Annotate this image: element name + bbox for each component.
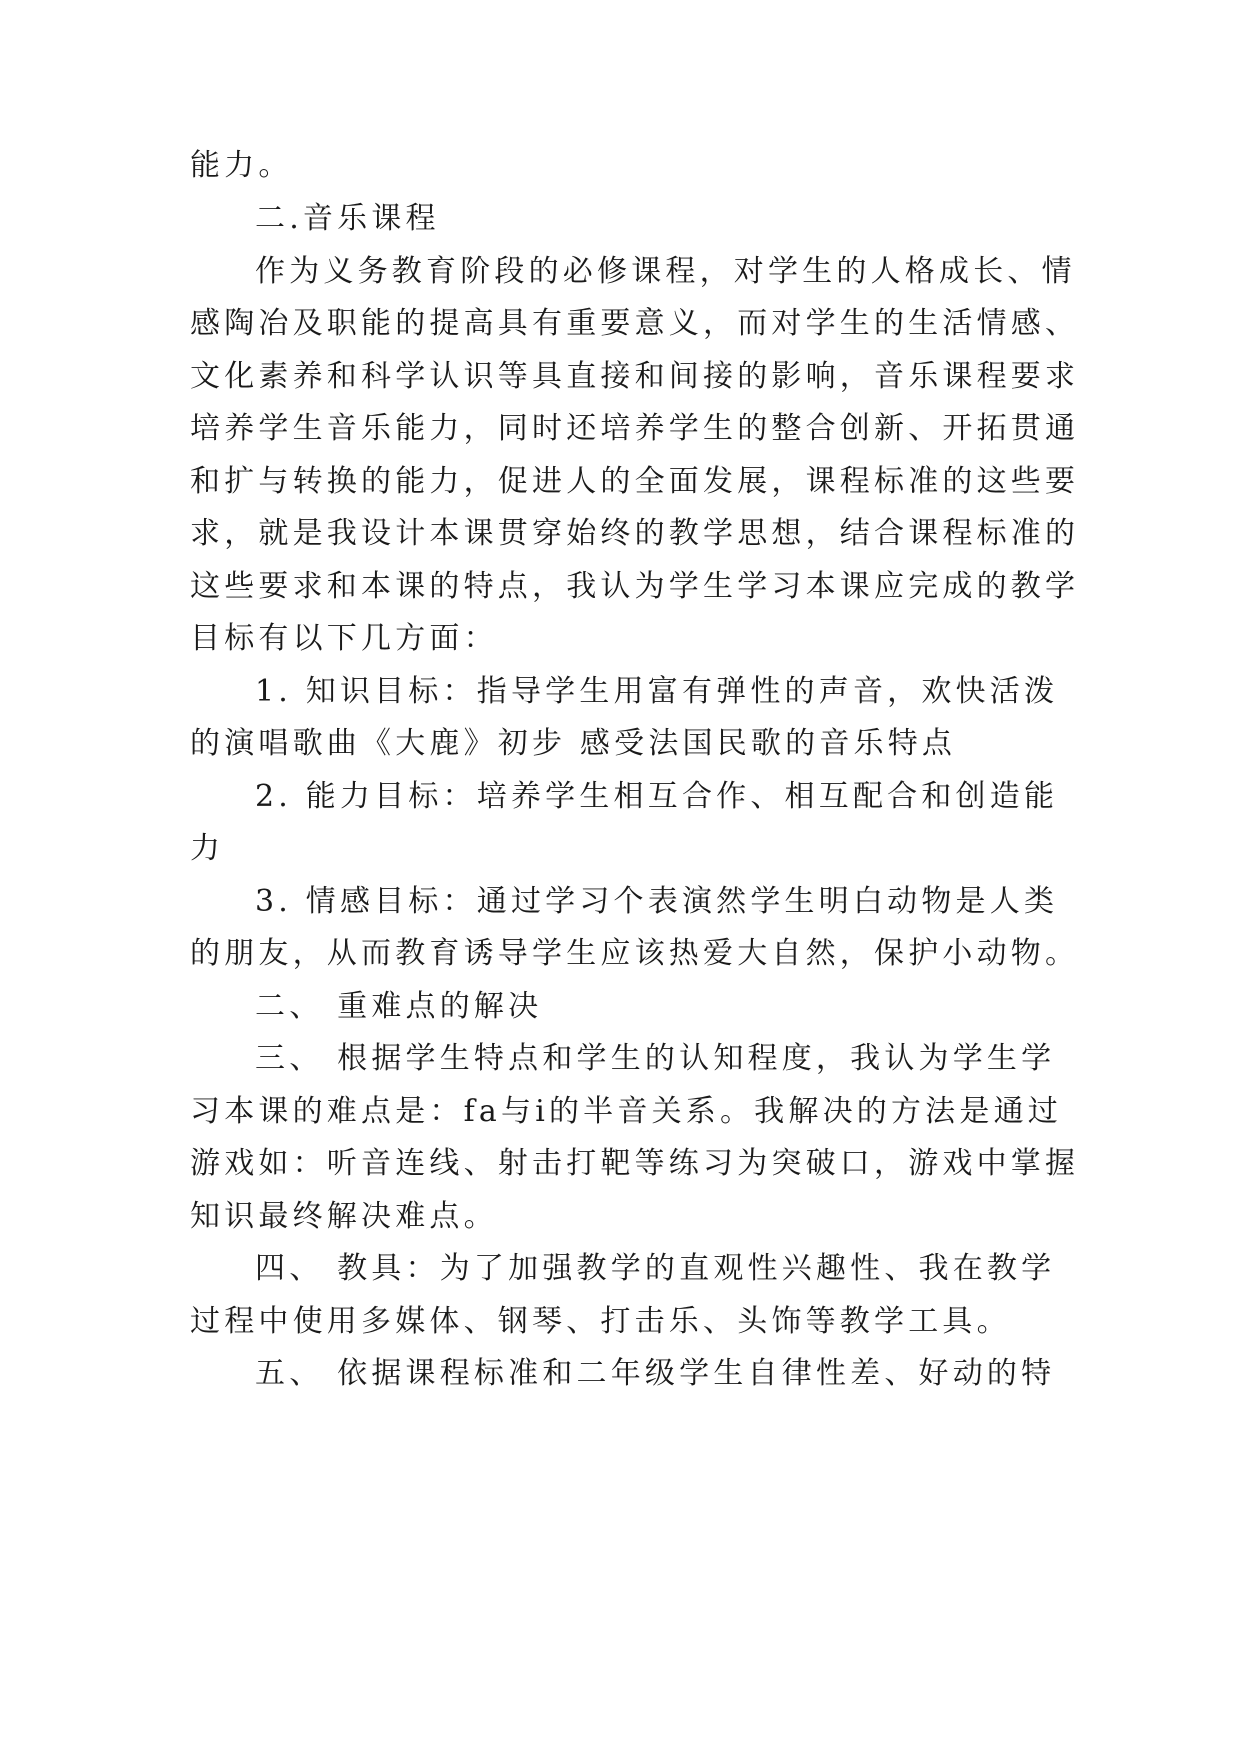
text-line: 求，就是我设计本课贯穿始终的教学思想，结合课程标准的: [190, 516, 1080, 551]
text-line: 这些要求和本课的特点，我认为学生学习本课应完成的教学: [190, 569, 1080, 604]
text-line: 的演唱歌曲《大鹿》初步 感受法国民歌的音乐特点: [190, 726, 957, 761]
text-line: 和扩与转换的能力，促进人的全面发展，课程标准的这些要: [190, 464, 1080, 499]
text-line: 目标有以下几方面：: [190, 621, 498, 656]
list-item: 1. 知识目标：指导学生用富有弹性的声音，欢快活泼: [255, 674, 1059, 709]
text-line: 的朋友，从而教育诱导学生应该热爱大自然，保护小动物。: [190, 936, 1080, 971]
text-line: 五、 依据课程标准和二年级学生自律性差、好动的特: [255, 1356, 1056, 1391]
text-line: 作为义务教育阶段的必修课程，对学生的人格成长、情: [255, 254, 1076, 289]
text-line: 三、 根据学生特点和学生的认知程度，我认为学生学: [255, 1041, 1056, 1076]
text-line: 游戏如：听音连线、射击打靶等练习为突破口，游戏中掌握: [190, 1146, 1080, 1181]
text-line: 能力。: [190, 148, 293, 183]
section-heading: 二.音乐课程: [255, 201, 440, 236]
text-line: 感陶冶及职能的提高具有重要意义，而对学生的生活情感、: [190, 306, 1080, 341]
text-line: 习本课的难点是：fa与i的半音关系。我解决的方法是通过: [190, 1094, 1062, 1129]
text-line: 过程中使用多媒体、钢琴、打击乐、头饰等教学工具。: [190, 1304, 1011, 1339]
text-line: 知识最终解决难点。: [190, 1199, 498, 1234]
list-item: 2. 能力目标：培养学生相互合作、相互配合和创造能: [255, 779, 1059, 814]
text-line: 文化素养和科学认识等具直接和间接的影响，音乐课程要求: [190, 359, 1080, 394]
text-line: 培养学生音乐能力，同时还培养学生的整合创新、开拓贯通: [190, 411, 1080, 446]
text-line: 四、 教具：为了加强教学的直观性兴趣性、我在教学: [255, 1251, 1056, 1286]
text-line: 力: [190, 831, 225, 866]
list-item: 3. 情感目标：通过学习个表演然学生明白动物是人类: [255, 884, 1059, 919]
section-heading: 二、 重难点的解决: [255, 989, 543, 1024]
